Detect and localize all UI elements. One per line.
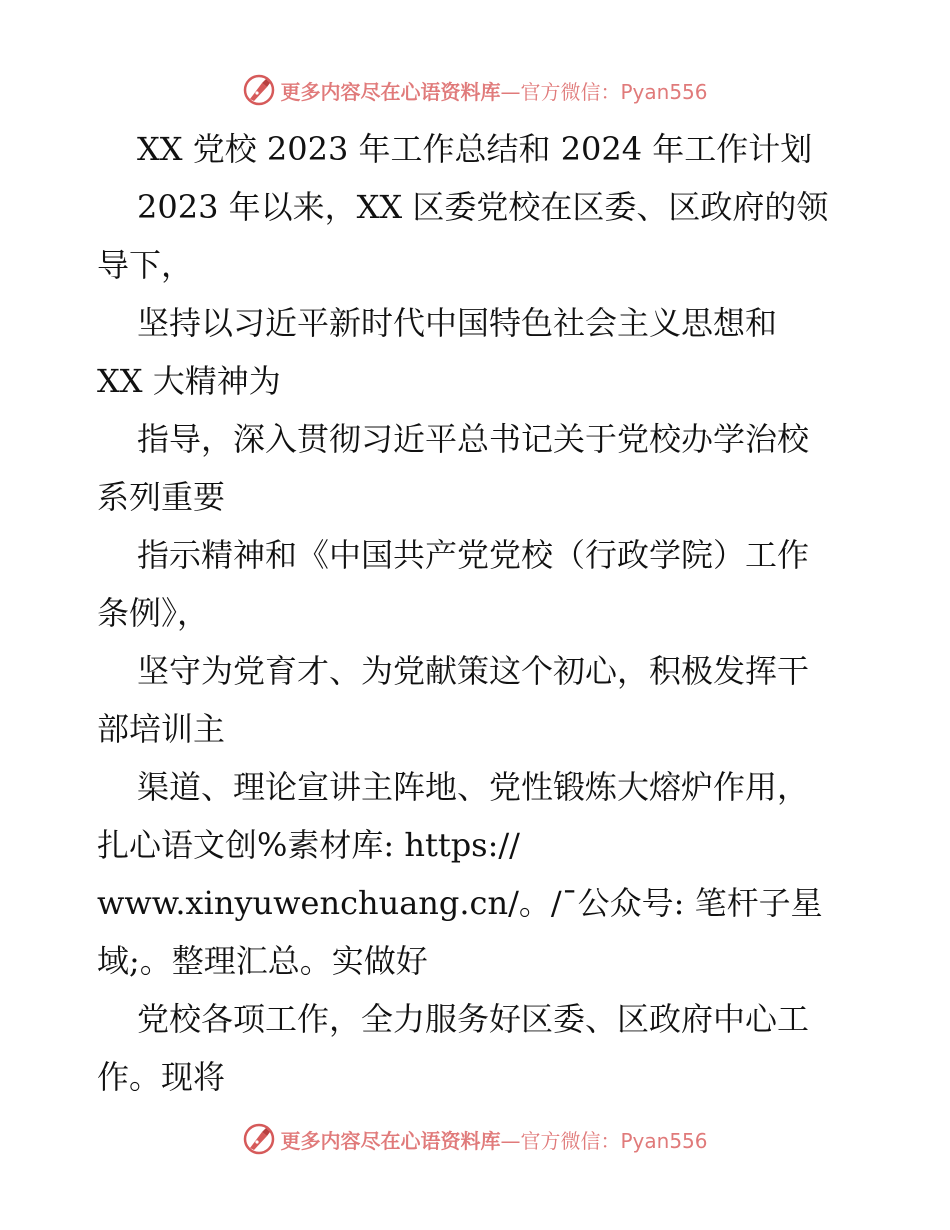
paragraph-line: 指导，深入贯彻习近平总书记关于党校办学治校: [137, 420, 810, 458]
paragraph-line: 指示精神和《中国共产党党校（行政学院）工作: [137, 536, 810, 574]
paragraph-line: 渠道、理论宣讲主阵地、党性锻炼大熔炉作用，: [137, 768, 810, 806]
pen-nib-logo-icon: [242, 1122, 276, 1156]
banner-brand-text: 更多内容尽在心语资料库: [280, 1128, 501, 1153]
banner-wechat-label: 官方微信：: [520, 79, 621, 104]
paragraph-line: www.xinyuwenchuang.cn/。/¯公众号: 笔杆子星: [97, 884, 823, 922]
header-watermark-banner: [0, 70, 950, 110]
paragraph-line: 域;。整理汇总。实做好: [97, 942, 428, 980]
banner-dash: —: [500, 1128, 521, 1153]
paragraph-line: 系列重要: [97, 478, 226, 516]
pen-nib-logo-icon: [242, 73, 276, 107]
document-body: [97, 120, 857, 1106]
banner-brand-text: 更多内容尽在心语资料库: [280, 79, 501, 104]
banner-wechat-id: Pyan556: [620, 79, 708, 104]
banner-wechat-label: 官方微信：: [520, 1128, 621, 1153]
document-title: XX 党校 2023 年工作总结和 2024 年工作计划: [137, 130, 813, 168]
paragraph-line: 党校各项工作，全力服务好区委、区政府中心工: [137, 1000, 810, 1038]
paragraph-line: 导下，: [97, 246, 194, 284]
paragraph-line: 坚守为党育才、为党献策这个初心，积极发挥干: [137, 652, 810, 690]
paragraph-line: 部培训主: [97, 710, 226, 748]
banner-text: [280, 1125, 707, 1154]
paragraph-line: 扎心语文创%素材库: https://: [97, 826, 520, 864]
paragraph-line: 条例》，: [97, 594, 210, 632]
paragraph-line: 作。现将: [97, 1058, 226, 1096]
footer-watermark-banner: [0, 1119, 950, 1159]
banner-wechat-id: Pyan556: [620, 1128, 708, 1153]
paragraph-line: XX 大精神为: [97, 362, 281, 400]
banner-text: [280, 76, 707, 105]
paragraph-line: 2023 年以来，XX 区委党校在区委、区政府的领: [137, 188, 829, 226]
paragraph-line: 坚持以习近平新时代中国特色社会主义思想和: [137, 304, 778, 342]
banner-dash: —: [500, 79, 521, 104]
